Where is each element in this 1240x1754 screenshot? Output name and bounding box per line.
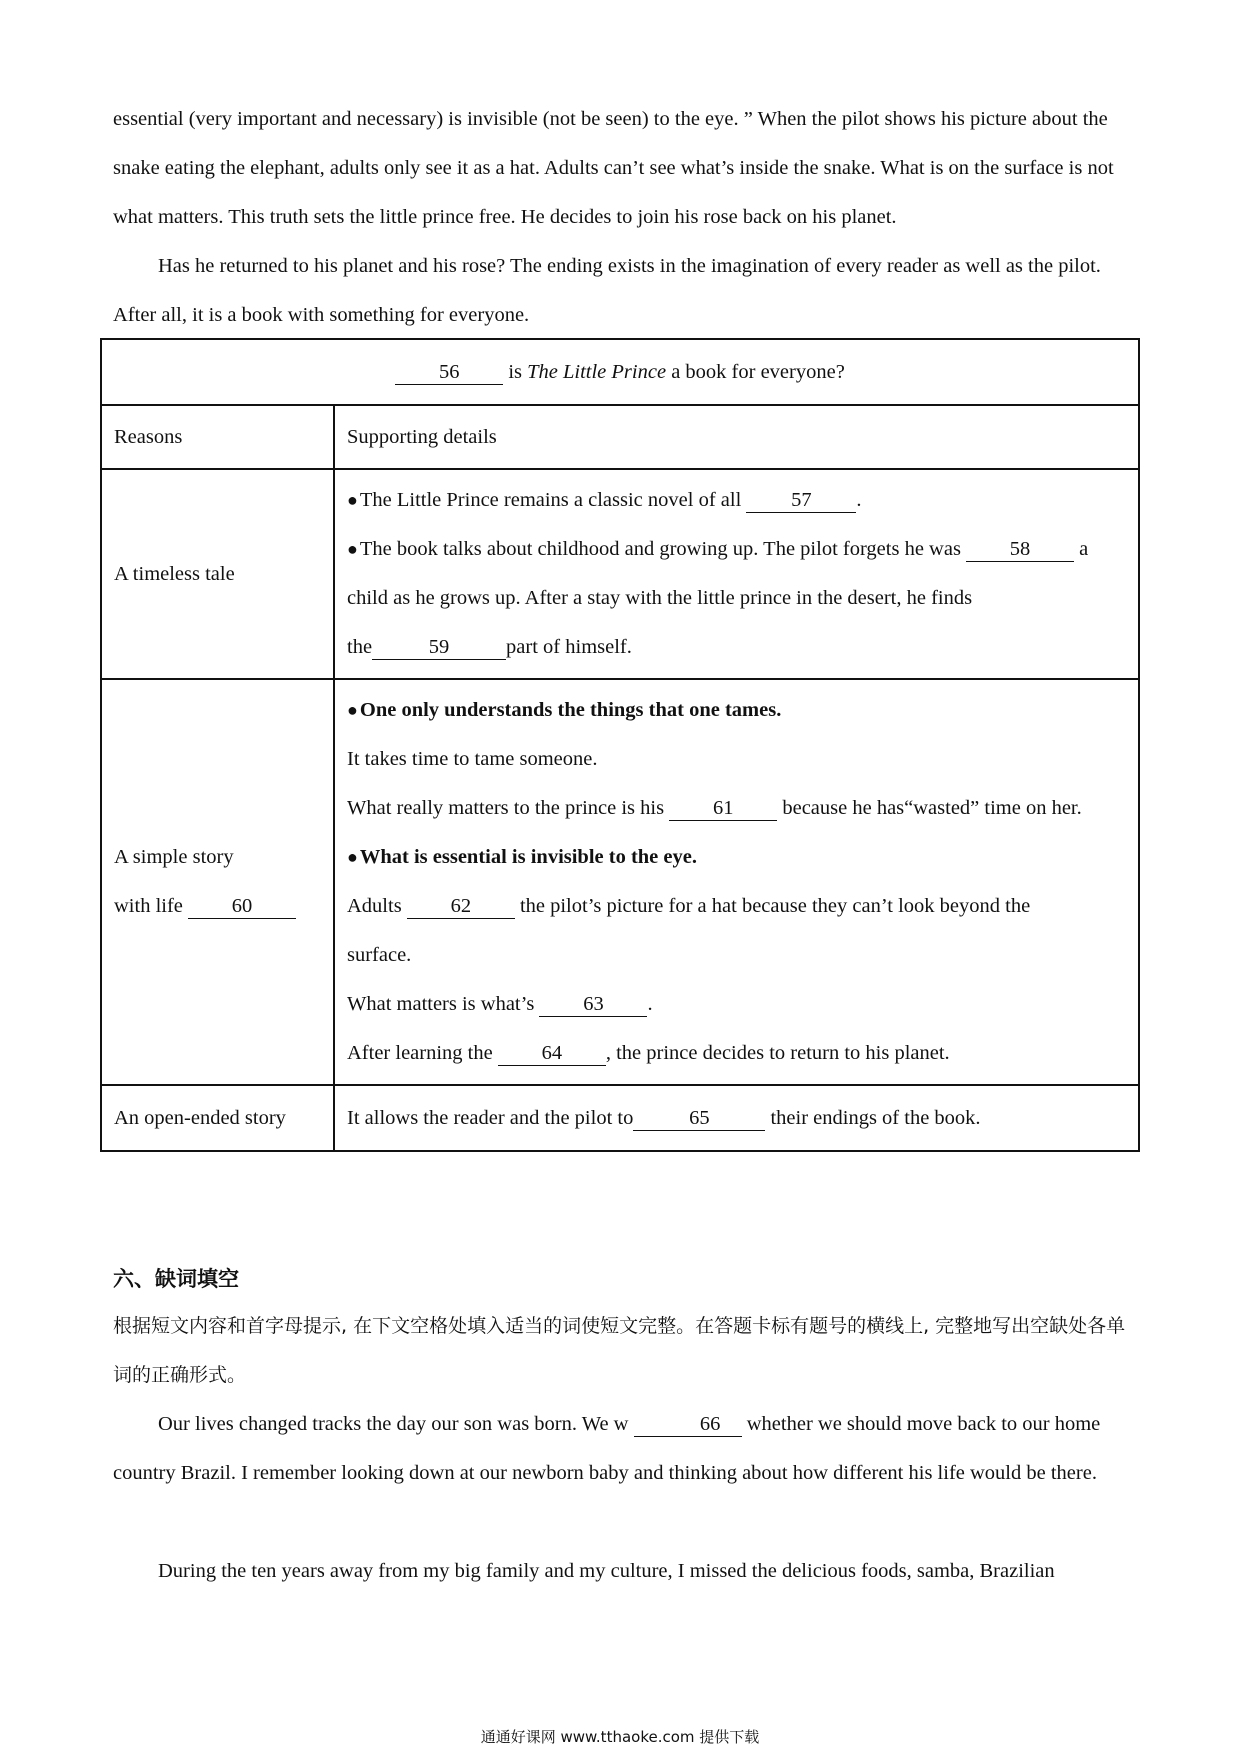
detail-line: Adults 62 the pilot’s picture for a hat because they can’t look beyond the — [347, 895, 1031, 917]
cloze-paragraph-1: Our lives changed tracks the day our son was born. We w 66 whether we should move back to our home country Brazil. I remember looking down at our newborn baby and thinking about how different his life would be there. — [113, 1413, 1101, 1484]
page-footer: 通通好课网 www.tthaoke.com 提供下载 — [480, 1728, 760, 1746]
blank-65[interactable]: 65 — [633, 1106, 765, 1131]
reason-line-2: with life 60 — [114, 882, 321, 931]
header-reasons: Reasons — [101, 405, 334, 469]
blank-64[interactable]: 64 — [498, 1041, 606, 1066]
reason-simple-story — [101, 679, 334, 1085]
table-title — [101, 339, 1139, 405]
detail-line: What really matters to the prince is his 61 because he has“wasted” time on her. — [347, 797, 1082, 819]
reason-open-ended-story: An open-ended story — [101, 1085, 334, 1151]
details-simple-story — [334, 679, 1139, 1085]
detail-heading: ●What is essential is invisible to the eye. — [347, 846, 697, 868]
detail-line: surface. — [347, 944, 412, 966]
detail-line: After learning the 64 , the prince decides to return to his planet. — [347, 1042, 950, 1064]
detail-line: ●The book talks about childhood and growing up. The pilot forgets he was 58 a child as he grows up. After a stay with the little prince in the desert, he finds — [347, 538, 1089, 609]
reason-timeless-tale: A timeless tale — [101, 469, 334, 679]
blank-60[interactable]: 60 — [188, 894, 296, 919]
reading-table — [100, 338, 1140, 1152]
passage-paragraph-2: Has he returned to his planet and his rose? The ending exists in the imagination of every reader as well as the pilot. After all, it is a book with something for everyone. — [113, 255, 1101, 326]
blank-56[interactable]: 56 — [395, 360, 503, 385]
title-text-post: a book for everyone? — [666, 360, 845, 383]
details-open-ended-story: It allows the reader and the pilot to 65 their endings of the book. — [334, 1085, 1139, 1151]
bullet-icon: ● — [347, 700, 358, 720]
bullet-icon: ● — [347, 490, 358, 510]
cloze-paragraph-2: During the ten years away from my big family and my culture, I missed the delicious foods, samba, Brazilian — [158, 1560, 1055, 1582]
section-instruction: 根据短文内容和首字母提示, 在下文空格处填入适当的词使短文完整。在答题卡标有题号的横线上, 完整地写出空缺处各单词的正确形式。 — [113, 1315, 1126, 1386]
blank-59[interactable]: 59 — [372, 635, 506, 660]
details-timeless-tale — [334, 469, 1139, 679]
detail-line: the 59 part of himself. — [347, 636, 632, 658]
blank-63[interactable]: 63 — [539, 992, 647, 1017]
detail-heading: ●One only understands the things that one tames. — [347, 699, 782, 721]
section-heading: 六、缺词填空 — [113, 1267, 239, 1291]
book-title: The Little Prince — [527, 360, 667, 383]
blank-61[interactable]: 61 — [669, 796, 777, 821]
blank-62[interactable]: 62 — [407, 894, 515, 919]
detail-line: It takes time to tame someone. — [347, 748, 598, 770]
bullet-icon: ● — [347, 847, 358, 867]
bullet-icon: ● — [347, 539, 358, 559]
blank-66[interactable]: 66 — [634, 1412, 742, 1437]
title-text-pre: is — [503, 360, 528, 383]
reason-line-1: A simple story — [114, 846, 234, 868]
detail-line: ●The Little Prince remains a classic novel of all 57 . — [347, 489, 862, 511]
passage-paragraph-1: essential (very important and necessary) is invisible (not be seen) to the eye. ” When the pilot shows his picture about the snake eating the elephant, adults only see it as a hat. Adults can’t see what’s inside the snake. What is on the surface is not what matters. This truth sets the little prince free. He decides to join his rose back on his planet. — [113, 108, 1114, 228]
blank-58[interactable]: 58 — [966, 537, 1074, 562]
blank-57[interactable]: 57 — [746, 488, 856, 513]
detail-line: What matters is what’s 63 . — [347, 993, 653, 1015]
header-details: Supporting details — [334, 405, 1139, 469]
